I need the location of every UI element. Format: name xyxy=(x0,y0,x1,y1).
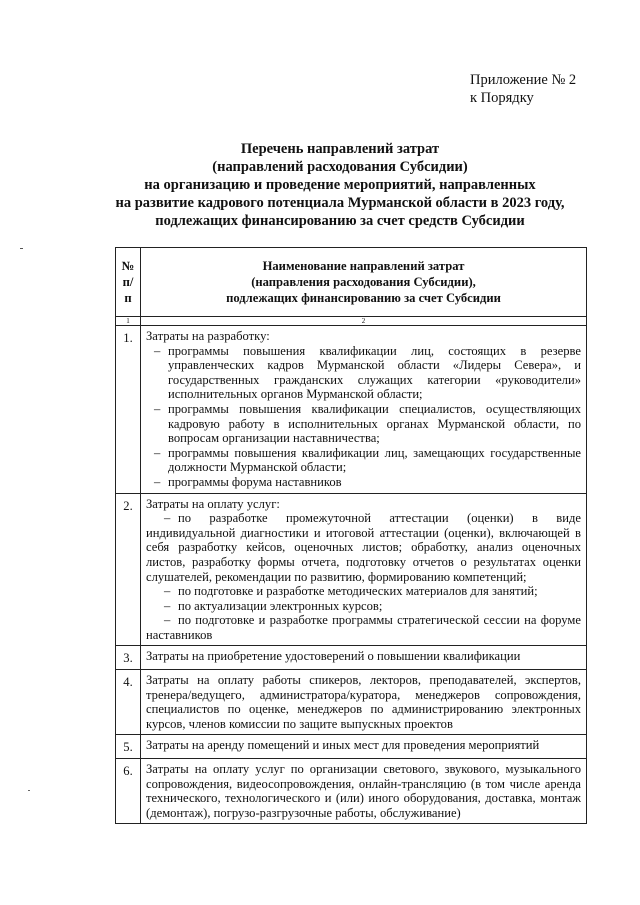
list-item: – по подготовке и разработке программы стратегической сессии на форуме наставников xyxy=(146,613,581,642)
scan-mark xyxy=(28,790,30,791)
scan-mark xyxy=(20,248,23,249)
list-item: – по актуализации электронных курсов; xyxy=(146,599,581,614)
row-number: 4. xyxy=(116,670,141,735)
document-title xyxy=(80,140,600,230)
column-number: 2 xyxy=(141,317,587,326)
title-line-3: на организацию и проведение мероприятий, направленных xyxy=(144,177,536,193)
title-line-5: подлежащих финансированию за счет средств Субсидии xyxy=(155,213,525,229)
title-line-4: на развитие кадрового потенциала Мурманской области в 2023 году, xyxy=(115,195,565,211)
title-line-2: (направлений расходования Субсидии) xyxy=(212,159,468,175)
row-content: Затраты на оплату услуг по организации светового, звукового, музыкального сопровождения, видеосопровождения, онлайн-трансляцию (в том числе аренда технического, технологического и (или) иного оборудования, доставка, монтаж (демонтаж), погрузо-разгрузочные работы, обслуживание) xyxy=(141,759,587,824)
list-item: – по подготовке и разработке методических материалов для занятий; xyxy=(146,584,581,599)
table-row xyxy=(116,670,587,735)
table-row xyxy=(116,493,587,646)
appendix-reference xyxy=(470,71,576,107)
header-name: Наименование направлений затрат (направления расходования Субсидии), подлежащих финансированию за счет Субсидии xyxy=(141,248,587,317)
row-intro: Затраты на разработку: xyxy=(146,329,270,343)
row-content xyxy=(141,493,587,646)
row-intro: Затраты на оплату услуг: xyxy=(146,496,280,511)
row-number: 3. xyxy=(116,646,141,670)
column-number: 1 xyxy=(116,317,141,326)
table-row xyxy=(116,326,587,494)
table-row xyxy=(116,759,587,824)
table-row xyxy=(116,735,587,759)
row-content: Затраты на приобретение удостоверений о повышении квалификации xyxy=(141,646,587,670)
row-number: 5. xyxy=(116,735,141,759)
list-item: – программы повышения квалификации лиц, состоящих в резерве управленческих кадров Мурманской области «Лидеры Севера», и государственных гражданских служащих категории «руководители» исполнительных органов Мурманской области; xyxy=(146,344,581,402)
row-content: Затраты на аренду помещений и иных мест для проведения мероприятий xyxy=(141,735,587,759)
row-number: 2. xyxy=(116,493,141,646)
row-content xyxy=(141,326,587,494)
list-item: – программы повышения квалификации лиц, замещающих государственные должности Мурманской области; xyxy=(146,446,581,475)
row-content: Затраты на оплату работы спикеров, лекторов, преподавателей, экспертов, тренера/ведущего, администратора/куратора, менеджеров сопровождения, специалистов по оценке, менеджеров по администрированию электронных курсов, членов комиссии по защите выпускных проектов xyxy=(141,670,587,735)
title-line-1: Перечень направлений затрат xyxy=(240,141,440,157)
appendix-number: Приложение № 2 xyxy=(470,72,577,88)
row-number: 1. xyxy=(116,326,141,494)
expense-directions-table xyxy=(115,247,587,824)
row-number: 6. xyxy=(116,759,141,824)
column-number-row xyxy=(116,317,587,326)
list-item: – программы форума наставников xyxy=(146,475,581,490)
item-list xyxy=(146,344,581,490)
item-list xyxy=(146,511,581,642)
appendix-procedure: к Порядку xyxy=(470,90,534,106)
header-number: № п/п xyxy=(116,248,141,317)
list-item: – программы повышения квалификации специалистов, осуществляющих кадровую работу в исполнительных органах Мурманской области, по вопросам организации наставничества; xyxy=(146,402,581,446)
table-row xyxy=(116,646,587,670)
list-item: – по разработке промежуточной аттестации (оценки) в виде индивидуальной диагностики и итоговой аттестации (оценки), включающей в себя разработку кейсов, оценочных листов; обработку, анализ оценочных листов, разработку формы отчета, подготовку отчетов о результатах оценки слушателей, рекомендации по развитию, формированию компетенций; xyxy=(146,511,581,584)
table-header-row xyxy=(116,248,587,317)
